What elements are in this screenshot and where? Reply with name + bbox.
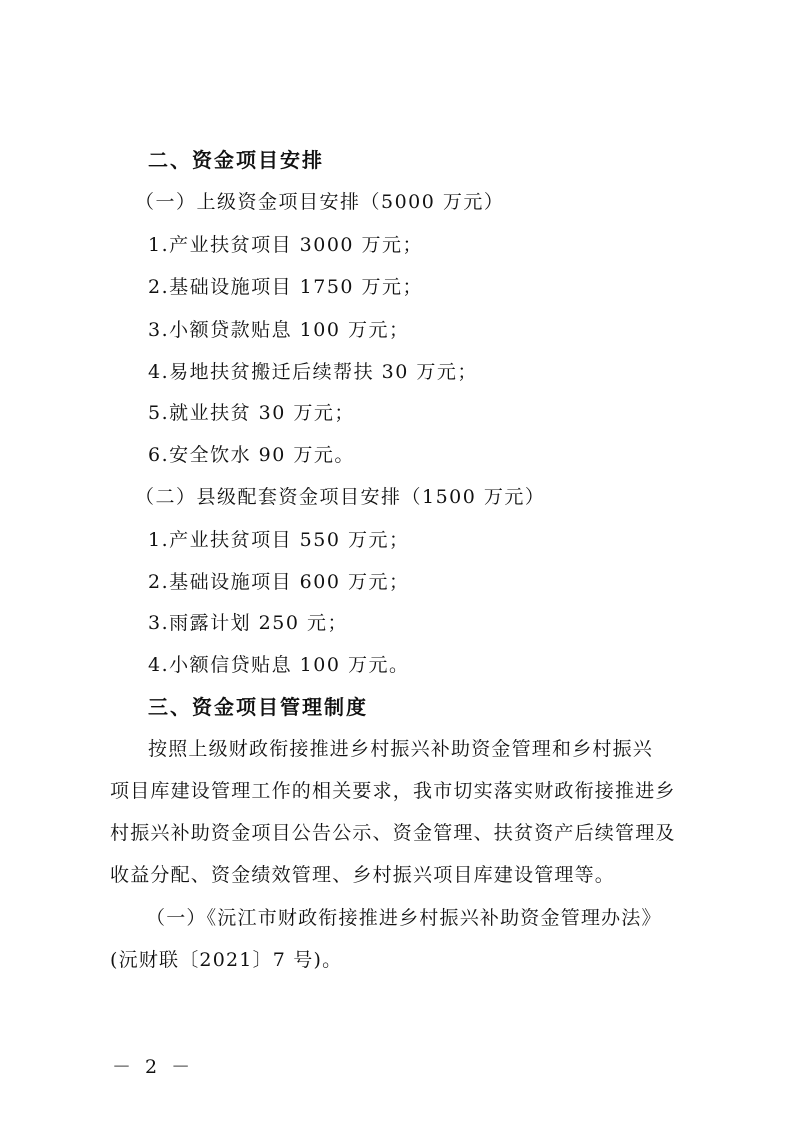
regulation-item-line: （一）《沅江市财政衔接推进乡村振兴补助资金管理办法》: [146, 907, 662, 929]
section-3-heading: 三、资金项目管理制度: [148, 695, 368, 719]
list-item: 3.小额贷款贴息 100 万元；: [148, 319, 410, 341]
subsection-1-heading: （一）上级资金项目安排（5000 万元）: [135, 191, 505, 213]
paragraph-line: 按照上级财政衔接推进乡村振兴补助资金管理和乡村振兴: [148, 738, 654, 760]
subsection-2-heading: （二）县级配套资金项目安排（1500 万元）: [135, 486, 546, 508]
paragraph-line: 收益分配、资金绩效管理、乡村振兴项目库建设管理等。: [110, 864, 616, 886]
list-item: 4.小额信贷贴息 100 万元。: [148, 654, 410, 676]
list-item: 5.就业扶贫 30 万元；: [148, 402, 355, 424]
regulation-item-line: (沅财联〔2021〕7 号)。: [110, 949, 343, 971]
page-number: － 2 －: [112, 1056, 195, 1078]
list-item: 2.基础设施项目 1750 万元；: [148, 276, 424, 298]
list-item: 6.安全饮水 90 万元。: [148, 444, 355, 466]
list-item: 4.易地扶贫搬迁后续帮扶 30 万元；: [148, 361, 478, 383]
paragraph-line: 项目库建设管理工作的相关要求，我市切实落实财政衔接推进乡: [110, 780, 676, 802]
list-item: 2.基础设施项目 600 万元；: [148, 571, 410, 593]
list-item: 1.产业扶贫项目 3000 万元；: [148, 234, 424, 256]
section-2-heading: 二、资金项目安排: [148, 148, 324, 172]
list-item: 3.雨露计划 250 元；: [148, 612, 348, 634]
paragraph-line: 村振兴补助资金项目公告公示、资金管理、扶贫资产后续管理及: [110, 822, 676, 844]
list-item: 1.产业扶贫项目 550 万元；: [148, 529, 410, 551]
